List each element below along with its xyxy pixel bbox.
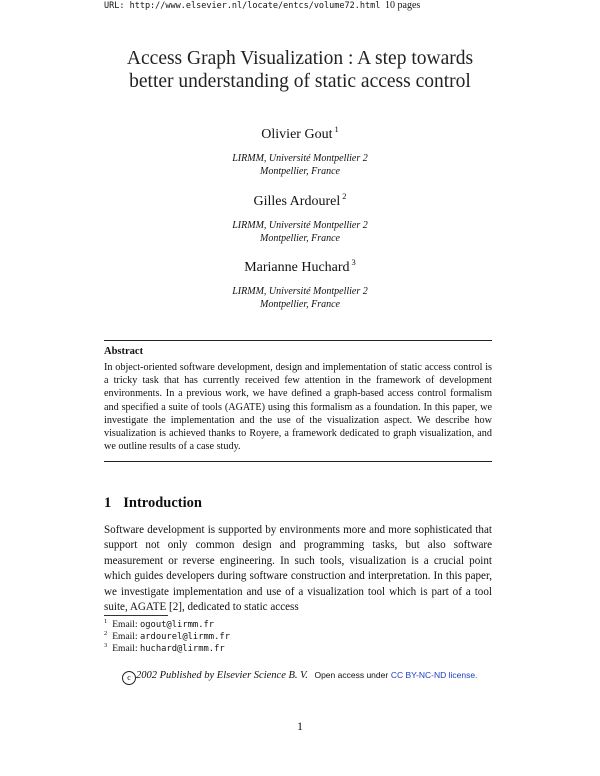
page-number: 1 xyxy=(297,719,303,733)
paper-title xyxy=(100,47,500,93)
author-affiliation: LIRMM, Université Montpellier 2 Montpellier, France xyxy=(232,153,368,177)
author-footnote-mark: 1 xyxy=(334,124,339,134)
author-name: Gilles Ardourel $^2$ xyxy=(253,191,347,209)
footnote: $^2$ Email: ardourel@lirmm.fr xyxy=(104,630,230,642)
running-header xyxy=(104,0,420,11)
journal-url: URL: http://www.elsevier.nl/locate/entcs/volume72.html xyxy=(104,1,381,11)
abstract-bottom-rule xyxy=(104,461,492,462)
author-footnote-mark: 2 xyxy=(342,191,347,201)
author-affiliation: LIRMM, Université Montpellier 2 Montpellier, France xyxy=(232,220,368,244)
footnote-email: huchard@lirmm.fr xyxy=(139,644,225,654)
abstract-text: In object-oriented software development, design and implementation of static access control is a tricky task that has currently received few attention in the framework of development environments. In a previous work, we have defined a graph-based access control formalism and specified a suite of tools (AGATE) using this formalism as a foundation. In this paper, we investigate the implementation and the use of the visualization aspect. We describe how visualization is achieved thanks to Royere, a framework dedicated to graph visualization, and we outline results of a case study. xyxy=(104,362,492,453)
footnote: $^1$ Email: ogout@lirmm.fr xyxy=(104,618,215,630)
page-count: 10 pages xyxy=(385,0,421,11)
abstract-heading: Abstract xyxy=(104,346,144,357)
footnote-rule xyxy=(104,615,168,616)
section-number: 1 xyxy=(104,495,112,511)
author-name: Olivier Gout $^1$ xyxy=(261,124,339,142)
title-line-2: better understanding of static access control xyxy=(129,71,471,92)
section-heading xyxy=(104,495,202,512)
title-line-1: Access Graph Visualization : A step towards xyxy=(126,48,474,69)
author-footnote-mark: 3 xyxy=(351,257,356,267)
footnote-email: ardourel@lirmm.fr xyxy=(139,632,230,642)
publication-line xyxy=(122,670,477,685)
abstract-top-rule xyxy=(104,340,492,341)
section-body-text: Software development is supported by environments more and more sophisticated that support not only common design and programming tasks, but also software measurement or reverse engineering. In such tools, visualization is a crucial point which guides developers during software construction and interpretation. In this paper, we investigate implementation and use of a visualization tool which is part of a tool suite, AGATE [2], dedicated to static access xyxy=(104,524,492,614)
copyright-icon: c xyxy=(122,671,136,685)
footnote-email: ogout@lirmm.fr xyxy=(139,620,215,630)
publisher-text: 2002 Published by Elsevier Science B. V. xyxy=(136,670,308,681)
author-affiliation: LIRMM, Université Montpellier 2 Montpellier, France xyxy=(232,286,368,310)
license-link[interactable]: CC BY-NC-ND license. xyxy=(390,670,478,680)
section-title: Introduction xyxy=(123,495,202,511)
author-name: Marianne Huchard $^3$ xyxy=(244,257,356,275)
open-access-text: Open access under xyxy=(314,670,389,680)
footnote: $^3$ Email: huchard@lirmm.fr xyxy=(104,642,225,654)
